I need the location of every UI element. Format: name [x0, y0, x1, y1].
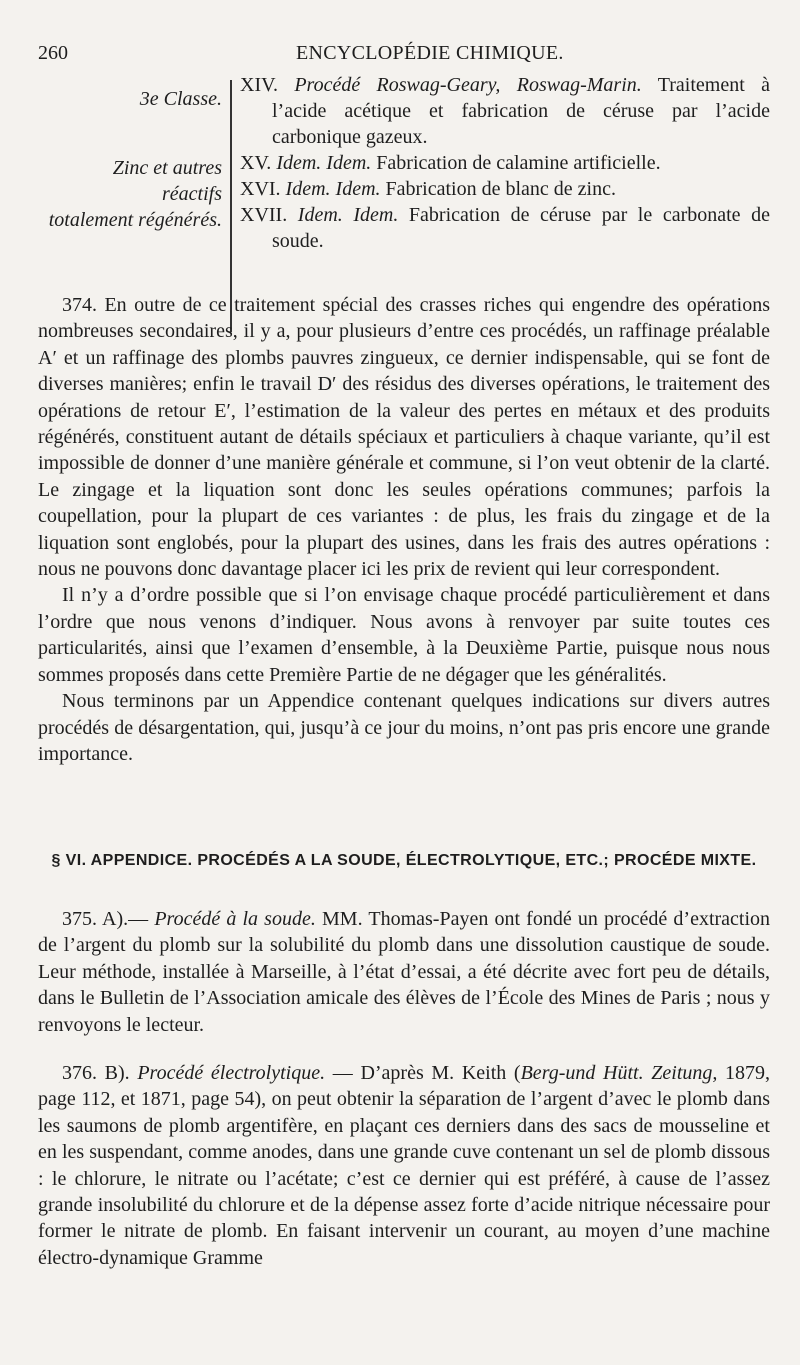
paragraph-375: 375. A).— Procédé à la soude. MM. Thomas-Payen ont fondé un procédé d’extraction de l’argent du plomb sur la solubilité du plomb dans une dissolution caustique de soude. Leur méthode, installée à Marseille, à l’état d’essai, a été décrite avec fort peu de détails, dans le Bulletin de l’Association amicale des élèves de l’École des Mines de Paris ; nous y renvoyons le lecteur. [38, 908, 771, 1036]
process-entry: XVI. Idem. Idem. Fabrication de blanc de zinc. [240, 178, 616, 200]
appendix-text [38, 906, 770, 1271]
main-text [38, 292, 770, 767]
process-entry: XV. Idem. Idem. Fabrication de calamine artificielle. [240, 152, 661, 174]
class-table [0, 72, 800, 272]
page-number: 260 [38, 42, 68, 64]
class-label: 3e Classe. [139, 88, 222, 110]
paragraph-appendix-intro: Nous terminons par un Appendice contenant quelques indications sur divers autres procédés de désargentation, qui, jusqu’à ce jour du moins, n’ont pas pris encore une grande importance. [38, 690, 770, 765]
paragraph-376: 376. B). Procédé électrolytique. — D’après M. Keith (Berg-und Hütt. Zeitung, 1879, page 112, et 1871, page 54), on peut obtenir la séparation de l’argent d’avec le plomb dans les saumons de plomb argentifère, en plaçant ces derniers dans des sacs de mousseline et en les suspendant, comme anodes, dans une grande cuve contenant un sel de plomb dissous : le chlorure, le nitrate ou l’acétate; c’est ce dernier qui est préféré, à cause de l’assez grande insolubilité du chlorure et de la dépense assez forte d’acide nitrique nécessaire pour former le nitrate de plomb. En faisant intervenir un courant, au moyen d’une machine électro-dynamique Gramme [38, 1062, 771, 1269]
process-list [240, 72, 770, 254]
process-entry: XIV. Procédé Roswag-Geary, Roswag-Marin. Traitement à l’acide acétique et fabrication de céruse par l’acide carbonique gazeux. [240, 74, 770, 148]
running-title: ENCYCLOPÉDIE CHIMIQUE. [296, 42, 564, 64]
section-heading: § VI. APPENDICE. PROCÉDÉS A LA SOUDE, ÉLECTROLYTIQUE, ETC.; PROCÉDE MIXTE. [51, 852, 757, 869]
paragraph-374: 374. En outre de ce traitement spécial des crasses riches qui engendre des opérations nombreuses secondaires, il y a, pour plusieurs d’entre ces procédés, un raffinage préalable A′ et un raffinage des plombs pauvres zingueux, ce dernier indispensable, qui se font de diverses manières; enfin le travail D′ des résidus des diverses opérations, le traitement des opérations de retour E′, l’estimation de la valeur des pertes en métaux et des produits régénérés, constituent autant de détails spéciaux et particuliers à chaque variante, qu’il est impossible de donner d’une manière générale et commune, si l’on veut obtenir de la clarté. Le zingage et la liquation sont donc les seules opérations communes; parfois la coupellation, pour la plupart de ces variantes : de plus, les frais du zingage et de la liquation sont englobés, pour la plupart des usines, dans les frais des autres opérations : nous ne pouvons donc davantage placer ici les prix de revient qui leur correspondent. [38, 294, 771, 581]
process-entry: XVII. Idem. Idem. Fabrication de céruse par le carbonate de soude. [240, 204, 770, 252]
paragraph-order: Il n’y a d’ordre possible que si l’on envisage chaque procédé particulièrement et dans l’ordre que nous venons d’indiquer. Nous avons à renvoyer par suite toutes ces particularités, ainsi que l’examen d’ensemble, à la Deuxième Partie, puisque nous nous sommes proposés dans cette Première Partie de ne dégager que les généralités. [38, 584, 770, 686]
page-header [38, 42, 768, 68]
category-label: Zinc et autres réactifs totalement régénérés. [48, 157, 222, 231]
